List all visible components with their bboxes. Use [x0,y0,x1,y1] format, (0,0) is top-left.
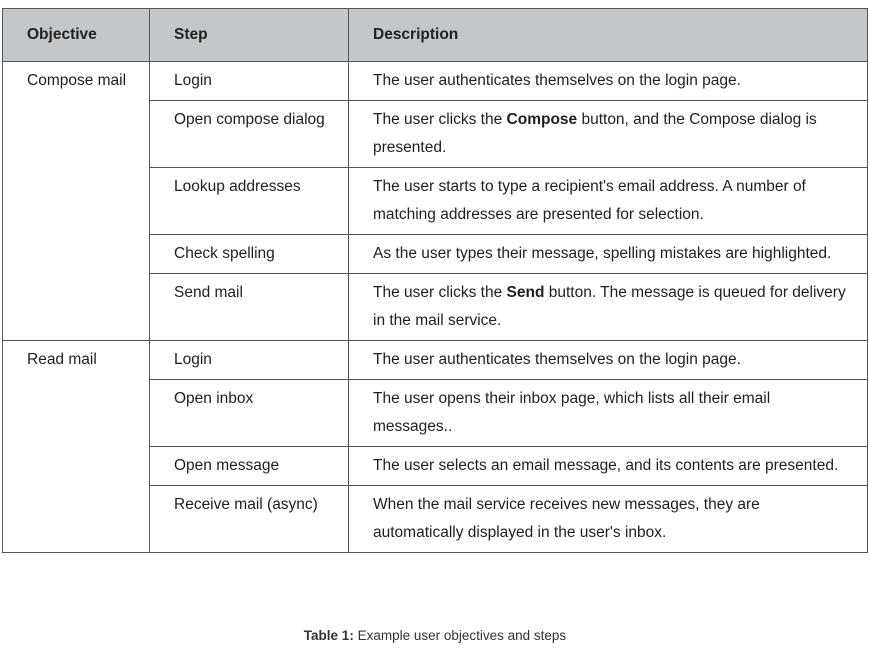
description-cell [349,235,868,274]
header-objective: Objective [3,9,150,62]
step-cell: Send mail [150,274,349,341]
objectives-table [2,8,868,553]
table-body [3,62,868,553]
description-text: When the mail service receives new messages, they are automatically displayed in the user's inbox. [373,496,760,541]
table-row [3,341,868,380]
description-text: The user clicks the [373,284,507,301]
objective-cell: Read mail [3,341,150,553]
table-header-row [3,9,868,62]
description-cell [349,168,868,235]
header-step: Step [150,9,349,62]
description-bold-text: Compose [506,111,578,128]
step-cell: Receive mail (async) [150,486,349,553]
description-text: The user clicks the [373,111,507,128]
description-text: The user authenticates themselves on the login page. [373,351,741,368]
step-cell: Check spelling [150,235,349,274]
description-cell [349,380,868,447]
description-cell [349,101,868,168]
description-text: The user starts to type a recipient's email address. A number of matching addresses are presented for selection. [373,178,806,223]
description-cell [349,486,868,553]
description-cell [349,341,868,380]
description-cell [349,447,868,486]
description-bold-text: Send [506,284,545,301]
step-cell: Open message [150,447,349,486]
header-description: Description [349,9,868,62]
description-cell [349,274,868,341]
description-text: button, and the Compose dialog is presented. [373,111,817,156]
description-text: button. The message is queued for delivery in the mail service. [373,284,846,329]
table-row [3,62,868,101]
caption-text: Example user objectives and steps [353,628,567,643]
description-text: The user opens their inbox page, which lists all their email messages.. [373,390,771,435]
description-cell [349,62,868,101]
table-caption [0,628,870,643]
step-cell: Open compose dialog [150,101,349,168]
step-cell: Open inbox [150,380,349,447]
step-cell: Lookup addresses [150,168,349,235]
step-cell: Login [150,62,349,101]
caption-label: Table 1: [303,628,354,643]
step-cell: Login [150,341,349,380]
objective-cell: Compose mail [3,62,150,341]
description-text: As the user types their message, spelling mistakes are highlighted. [373,245,832,262]
description-text: The user authenticates themselves on the login page. [373,72,741,89]
description-text: The user selects an email message, and its contents are presented. [373,457,839,474]
